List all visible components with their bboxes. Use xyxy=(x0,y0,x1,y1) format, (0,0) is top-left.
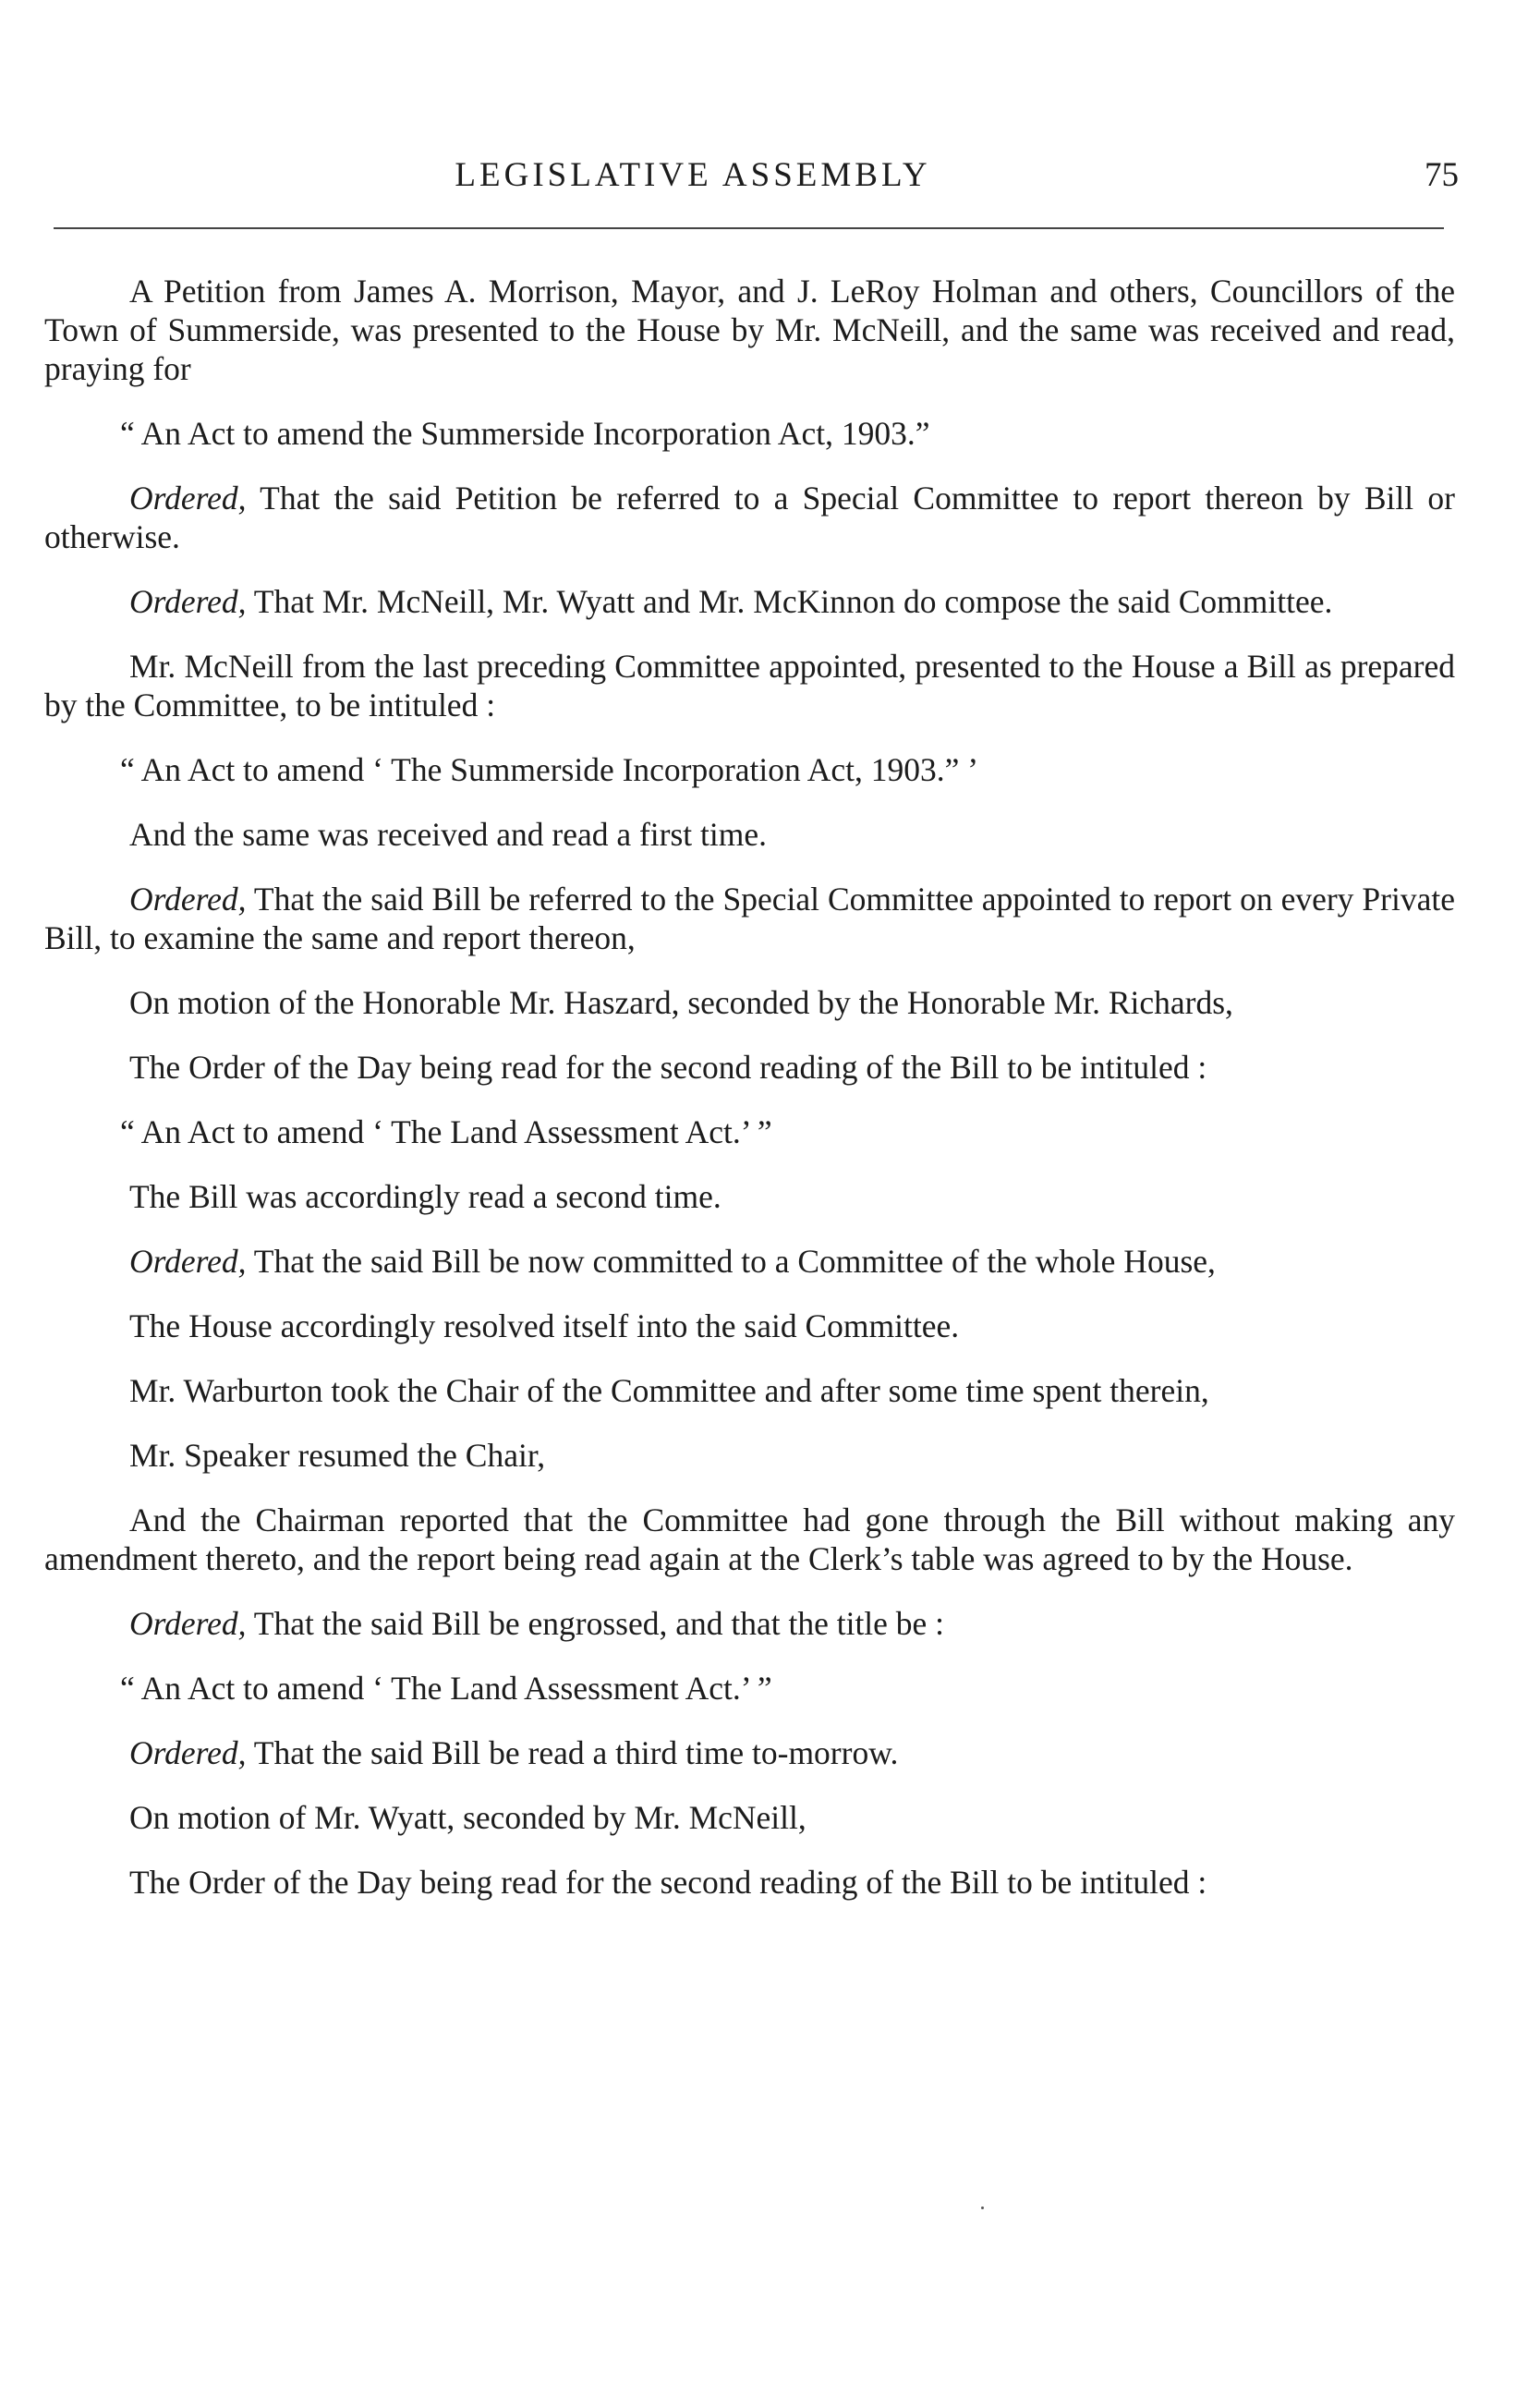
paragraph: Mr. Warburton took the Chair of the Committee and after some time spent therein, xyxy=(129,1372,1209,1409)
page-number: 75 xyxy=(1425,156,1459,194)
paragraph: The Order of the Day being read for the second reading of the Bill to be intituled : xyxy=(129,1049,1207,1086)
paragraph: Ordered, That the said Bill be engrossed, and that the title be : xyxy=(129,1605,945,1642)
paragraph: Ordered, That Mr. McNeill, Mr. Wyatt and Mr. McKinnon do compose the said Committee. xyxy=(129,583,1333,620)
paragraph: On motion of the Honorable Mr. Haszard, seconded by the Honorable Mr. Richards, xyxy=(129,984,1233,1021)
paragraph: And the same was received and read a first time. xyxy=(129,816,767,853)
paragraph: The Order of the Day being read for the second reading of the Bill to be intituled : xyxy=(129,1864,1207,1901)
paragraph: Mr. Speaker resumed the Chair, xyxy=(129,1437,546,1474)
paragraph: Mr. McNeill from the last preceding Committee appointed, presented to the House a Bill as prepared by the Committee, to be intituled : xyxy=(44,648,1455,723)
paragraph: The House accordingly resolved itself into the said Committee. xyxy=(129,1307,960,1344)
running-head: LEGISLATIVE ASSEMBLY xyxy=(455,156,931,194)
act-title: “ An Act to amend ‘ The Land Assessment Act.’ ” xyxy=(120,1113,772,1150)
act-title: “ An Act to amend the Summerside Incorporation Act, 1903.” xyxy=(120,415,930,452)
paragraph: On motion of Mr. Wyatt, seconded by Mr. McNeill, xyxy=(129,1799,806,1836)
page-header xyxy=(0,155,1540,201)
act-title: “ An Act to amend ‘ The Summerside Incorporation Act, 1903.” ’ xyxy=(120,751,979,788)
paragraph: The Bill was accordingly read a second time. xyxy=(129,1178,721,1215)
paragraph: Ordered, That the said Bill be referred to the Special Committee appointed to report on every Private Bill, to examine the same and report thereon, xyxy=(44,881,1455,956)
paragraph: And the Chairman reported that the Committee had gone through the Bill without making any amendment thereto, and the report being read again at the Clerk’s table was agreed to by the House. xyxy=(44,1501,1455,1577)
paragraph: Ordered, That the said Petition be referred to a Special Committee to report thereon by Bill or otherwise. xyxy=(44,480,1455,555)
print-speck xyxy=(981,2206,984,2209)
paragraph: Ordered, That the said Bill be now committed to a Committee of the whole House, xyxy=(129,1243,1216,1280)
paragraph: Ordered, That the said Bill be read a third time to-morrow. xyxy=(129,1734,899,1771)
header-rule xyxy=(54,227,1444,229)
document-body xyxy=(44,272,1455,1927)
act-title: “ An Act to amend ‘ The Land Assessment Act.’ ” xyxy=(120,1670,772,1707)
paragraph: A Petition from James A. Morrison, Mayor, and J. LeRoy Holman and others, Councillors of the Town of Summerside, was presented to the House by Mr. McNeill, and the same was received and read, praying for xyxy=(44,273,1455,387)
